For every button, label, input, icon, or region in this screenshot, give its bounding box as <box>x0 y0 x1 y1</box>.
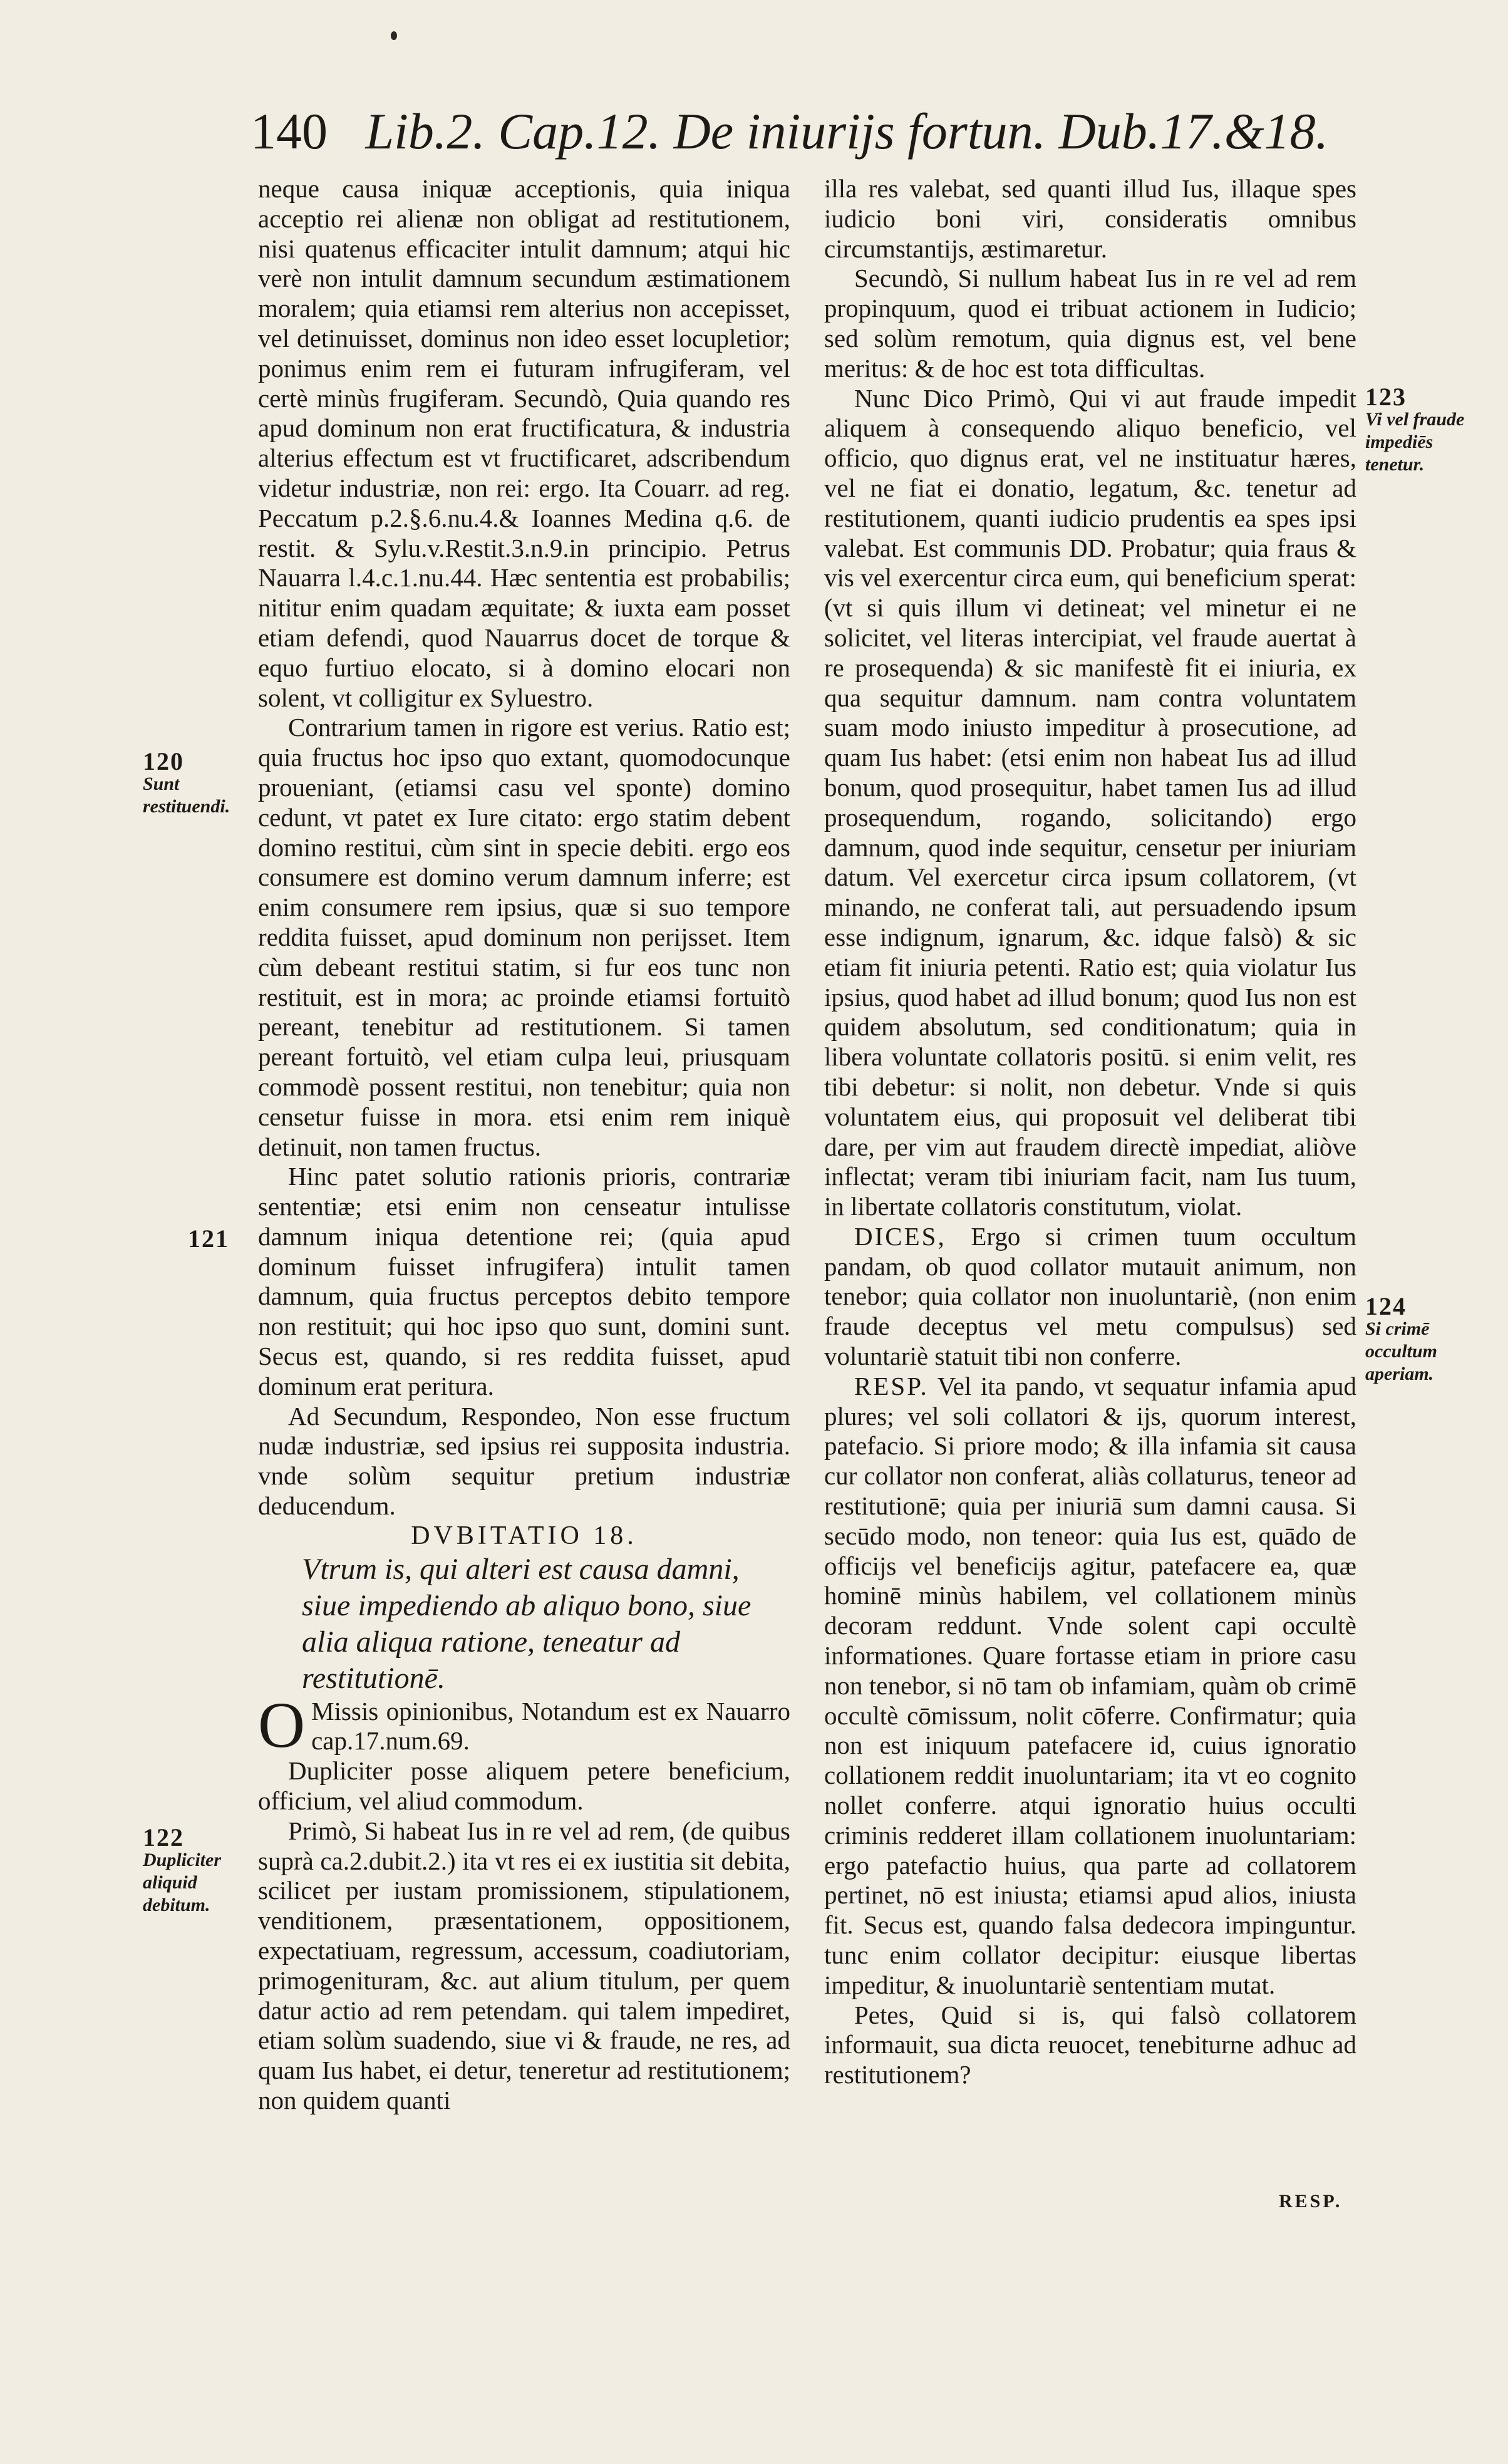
section-heading: DVBITATIO 18. <box>411 1521 638 1550</box>
paragraph: neque causa iniquæ acceptionis, quia iniqua acceptio rei alienæ non obligat ad restitutionem, nisi quatenus efficaciter intulit damnum; atqui hic verè non intulit damnum secundum æstimationem moralem; quia etiamsi rem alterius non accepisset, vel detinuisset, dominus non ideo esset locupletior; ponimus enim rem ei futuram infrugiferam, vel certè minùs frugiferam. Secundò, Quia quando res apud dominum non erat fructificatura, & industria alterius effectum est vt fructificaret, adscribendum videtur industriæ, non rei: ergo. Ita Couarr. ad reg. Peccatum p.2.§.6.nu.4.& Ioannes Medina q.6. de restit. & Sylu.v.Restit.3.n.9.in principio. Petrus Nauarra l.4.c.1.nu.44. Hæc sententia est probabilis; nititur enim quadam æquitate; & iuxta eam posset etiam defendi, quod Nauarrus docet de torque & equo furtiuo elocato, si à domino elocari non solent, vt colligitur ex Syluestro. <box>258 174 790 712</box>
page-number: 140 <box>250 103 328 160</box>
paragraph: illa res valebat, sed quanti illud Ius, illaque spes iudicio boni viri, consideratis omnibus circumstantijs, æstimaretur. <box>824 174 1356 263</box>
margin-gloss: Sunt restituendi. <box>143 774 230 817</box>
paragraph: Dupliciter posse aliquem petere beneficium, officium, vel aliud commodum. <box>258 1756 790 1816</box>
margin-number: 120 <box>143 747 184 775</box>
paragraph-text: Vel ita pando, vt sequatur infamia apud plures; vel soli collatori & ijs, quorum interest, patefacio. Si priore modo; & illa infamia sit causa cur collator non conferat, aliàs collaturus, teneor ad restitutionē; quia per iniuriā sum damni causa. Si secūdo modo, non teneor: quia Ius est, quādo de officijs vel beneficijs agitur, patefacere ea, quæ hominē minùs habilem, vel collationem minùs decoram reddunt. Vnde solent capi occultè informationes. Quare fortasse etiam in priore casu non tenebor, si nō tam ob infamiam, quàm ob crimē occultè cōmissum, nolit cōferre. Confirmatur; quia non est iniquum patefacere id, cuius ignoratio collationem reddit inuoluntariam; ita vt eo cognito nollet conferre. atqui ignoratio huius occulti criminis redderet illam collationem inuoluntariam: ergo patefactio huius, qua parte ad collatorem pertinet, nō est iniusta; etiamsi apud alios, iniusta fit. Secus est, quando falsa dedecora impinguntur. tunc enim collator decipitur: eiusque libertas impeditur, & inuoluntariè sententiam mutat. <box>824 1371 1356 1999</box>
paragraph: Nunc Dico Primò, Qui vi aut fraude impedit aliquem à consequendo aliquo beneficio, vel officio, quo dignus erat, vel ne instituatur hæres, vel ne fiat ei donatio, legatum, &c. tenetur ad restitutionem, quanti iudicio prudentis ea spes ipsi valebat. Est communis DD. Probatur; quia fraus & vis vel exercentur circa eum, qui beneficium sperat: (vt si quis illum vi detineat; vel minetur ei ne solicitet, vel literas intercipiat, vel fraude auertat à re prosequenda) & sic manifestè fit ei iniuria, ex qua sequitur damnum. nam contra voluntatem suam modo iniusto impeditur à prosecutione, ad quam Ius habet: (etsi enim non habeat Ius ad illud bonum, quod prosequitur, habet tamen Ius ad illud prosequendum, rogando, solicitando) ergo damnum, quod inde sequitur, censetur per iniuriam datum. Vel exercetur circa ipsum collatorem, (vt minando, ne conferat tali, aut persuadendo ipsum esse indignum, ignarum, &c. idque falsò) & sic etiam fit iniuria petenti. Ratio est; quia violatur Ius ipsius, quod habet ad illud bonum; quod Ius non est quidem absolutum, sed conditionatum; quia in libera voluntate collatoris positū. si enim velit, res tibi debetur: si nolit, non debetur. Vnde si quis voluntatem eius, qui proposuit vel deliberat tibi dare, per vim aut fraudem directè impediat, aliòve inflectat; veram tibi iniuriam facit, nam Ius tuum, in libertate collatoris constitutum, violat. <box>824 383 1356 1221</box>
margin-note-123 <box>1365 383 1472 476</box>
margin-note-121 <box>188 1224 294 1253</box>
paragraph-text: Ergo si crimen tuum occultum pandam, ob quod collator mutauit animum, non tenebor; quia collator non inuoluntariè, (non enim fraude deceptus vel metu compulsus) sed voluntariè statuit tibi non conferre. <box>824 1221 1356 1371</box>
paragraph: Primò, Si habeat Ius in re vel ad rem, (de quibus suprà ca.2.dubit.2.) ita vt res ei ex iustitia sit debita, scilicet per iustam promissionem, stipulationem, venditionem, præsentationem, oppositionem, expectatiuam, regressum, accessum, coadiutoriam, primogenituram, &c. aut alium titulum, per quem datur actio ad rem petendam. qui talem impediret, etiam solùm suadendo, siue vi & fraude, ne res, ad quam Ius habet, ei detur, teneretur ad restitutionem; non quidem quanti <box>258 1816 790 2115</box>
drop-cap: O <box>258 1689 306 1761</box>
margin-note-124 <box>1365 1292 1472 1385</box>
paragraph: Petes, Quid si is, qui falsò collatorem informauit, sua dicta reuocet, tenebiturne adhuc ad restitutionem? <box>824 2000 1356 2089</box>
paragraph: Contrarium tamen in rigore est verius. Ratio est; quia fructus hoc ipso quo extant, quomodocunque proueniant, (etiamsi casu vel sponte) domino cedunt, vt patet ex Iure citato: ergo statim debent domino restitui, cùm sint in specie debiti. ergo eos consumere est domino verum damnum inferre; est enim consumere rem ipsius, quæ si suo tempore reddita fuisset, apud dominum non perijsset. Item cùm debeant restitui statim, si fur eos tunc non restituit, est in mora; ac proinde etiamsi fortuitò pereant, tenebitur ad restitutionem. Si tamen pereant fortuitò, vel etiam culpa leui, priusquam commodè possent restitui, non tenebitur; quia non censetur fuisse in mora. etsi enim rem iniquè detinuit, non tamen fructus. <box>258 713 790 1161</box>
margin-number: 121 <box>188 1224 229 1253</box>
margin-number: 123 <box>1365 383 1407 411</box>
paragraph: Ad Secundum, Respondeo, Non esse fructum nudæ industriæ, sed ipsius rei supposita industria. vnde solùm sequitur pretium industriæ deducendum. <box>258 1401 790 1521</box>
ink-spot <box>391 31 397 40</box>
margin-gloss: Dupliciter aliquid debitum. <box>143 1850 221 1915</box>
margin-note-122 <box>143 1823 249 1917</box>
paragraph-with-initial <box>258 1689 790 1761</box>
lead-word: DICES, <box>854 1221 946 1251</box>
catchword: RESP. <box>1279 2191 1343 2212</box>
paragraph <box>824 1372 1356 2001</box>
paragraph: Hinc patet solutio rationis prioris, contrariæ sententiæ; etsi enim non censeatur intulisse damnum iniqua detentione rei; (quia apud dominum fuisset infrugifera) intulit tamen damnum, quia fructus perceptos debito tempore non restituit; qui hoc ipso quo sunt, domini sunt. Secus est, quando, si res reddita fuisset, apud dominum erat peritura. <box>258 1162 790 1400</box>
paragraph <box>824 1222 1356 1372</box>
lead-word: RESP. <box>854 1371 929 1400</box>
question-title: Vtrum is, qui alteri est causa damni, siue impediendo ab aliquo bono, siue alia aliqua ratione, teneatur ad restitutionē. <box>302 1552 751 1695</box>
margin-gloss: Vi vel fraude impediēs tenetur. <box>1365 409 1465 475</box>
margin-number: 122 <box>143 1823 184 1851</box>
margin-number: 124 <box>1365 1292 1407 1320</box>
paragraph-text: Missis opinionibus, Notandum est ex Nauarro cap.17.num.69. <box>311 1696 790 1756</box>
left-column <box>258 174 790 2116</box>
paragraph: Secundò, Si nullum habeat Ius in re vel ad rem propinquum, quod ei tribuat actionem in Iudicio; sed solùm remotum, quia dignus est, vel bene meritus: & de hoc est tota difficultas. <box>824 264 1356 383</box>
running-title: Lib.2. Cap.12. De iniurijs fortun. Dub.17.&18. <box>365 103 1329 160</box>
right-column <box>824 174 1356 2090</box>
running-header <box>250 94 1329 169</box>
margin-gloss: Si crimē occultum aperiam. <box>1365 1318 1438 1384</box>
margin-note-120 <box>143 747 249 818</box>
